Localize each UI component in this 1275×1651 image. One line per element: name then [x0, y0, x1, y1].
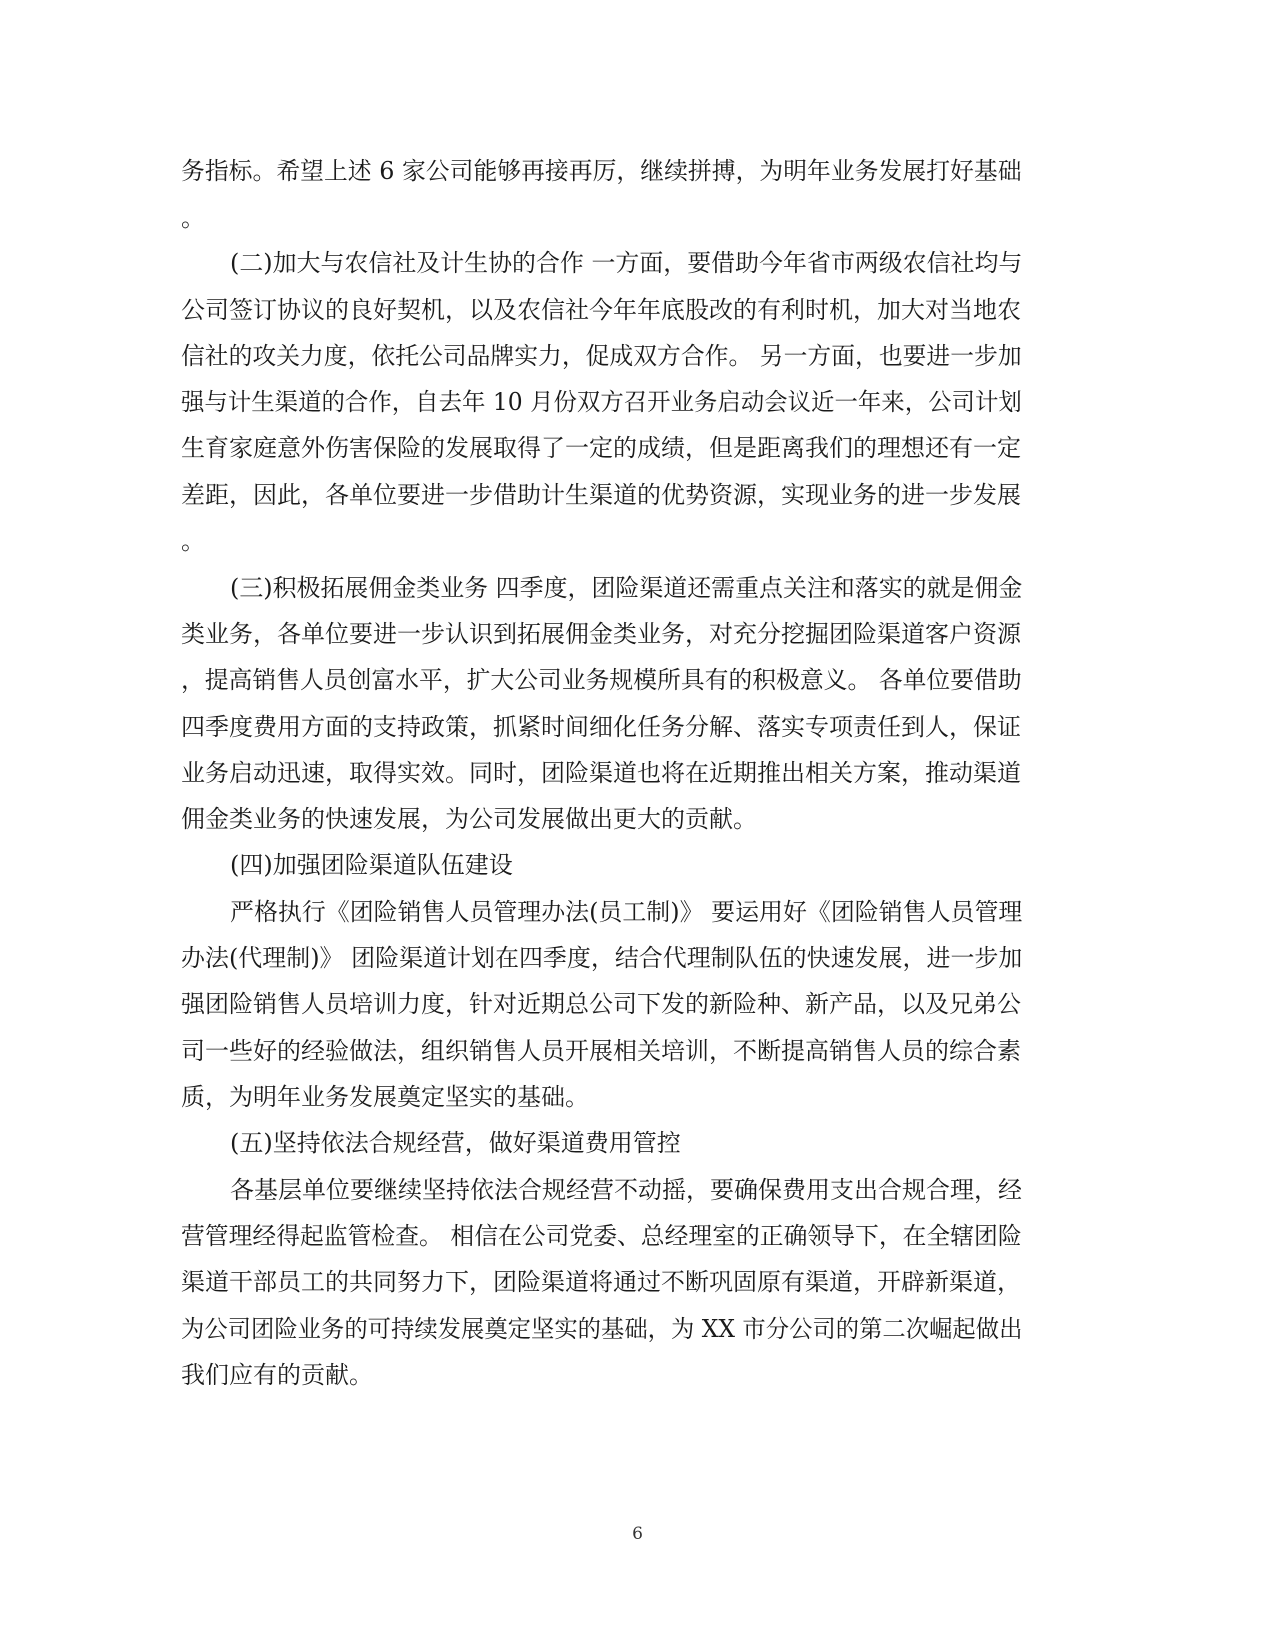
text-line: 办法(代理制)》 团险渠道计划在四季度，结合代理制队伍的快速发展，进一步加 [181, 944, 1023, 972]
text-line: 营管理经得起监管检查。 相信在公司党委、总经理室的正确领导下，在全辖团险 [181, 1222, 1022, 1250]
page-number: 6 [632, 1524, 643, 1544]
text-line: 强团险销售人员培训力度，针对近期总公司下发的新险种、新产品，以及兄弟公 [181, 990, 1021, 1018]
text-line: 信社的攻关力度，依托公司品牌实力，促成双方合作。 另一方面，也要进一步加 [181, 342, 1022, 370]
text-line: 四季度费用方面的支持政策，抓紧时间细化任务分解、落实专项责任到人，保证 [181, 713, 1021, 741]
text-line: ，提高销售人员创富水平，扩大公司业务规模所具有的积极意义。 各单位要借助 [181, 666, 1022, 694]
text-line: 我们应有的贡献。 [181, 1361, 373, 1389]
text-line: 。 [181, 204, 205, 232]
text-line: 严格执行《团险销售人员管理办法(员工制)》 要运用好《团险销售人员管理 [230, 898, 1023, 926]
text-line: 强与计生渠道的合作，自去年 10 月份双方召开业务启动会议近一年来，公司计划 [181, 388, 1022, 416]
text-line: 生育家庭意外伤害保险的发展取得了一定的成绩，但是距离我们的理想还有一定 [181, 434, 1021, 462]
text-line: (二)加大与农信社及计生协的合作 一方面，要借助今年省市两级农信社均与 [230, 249, 1023, 277]
text-line: 为公司团险业务的可持续发展奠定坚实的基础，为 XX 市分公司的第二次崛起做出 [181, 1315, 1023, 1343]
text-line: 业务启动迅速，取得实效。同时，团险渠道也将在近期推出相关方案，推动渠道 [181, 759, 1021, 787]
text-line: 佣金类业务的快速发展，为公司发展做出更大的贡献。 [181, 805, 757, 833]
text-line: 。 [181, 527, 205, 555]
text-line: 类业务，各单位要进一步认识到拓展佣金类业务，对充分挖掘团险渠道客户资源 [181, 620, 1021, 648]
text-line: 差距，因此，各单位要进一步借助计生渠道的优势资源，实现业务的进一步发展 [181, 481, 1021, 509]
section-heading: (五)坚持依法合规经营，做好渠道费用管控 [230, 1129, 681, 1157]
section-heading: (四)加强团险渠道队伍建设 [230, 851, 513, 879]
text-line: 司一些好的经验做法，组织销售人员开展相关培训，不断提高销售人员的综合素 [181, 1037, 1021, 1065]
text-line: 务指标。希望上述 6 家公司能够再接再厉，继续拼搏，为明年业务发展打好基础 [181, 157, 1022, 185]
text-line: 公司签订协议的良好契机，以及农信社今年年底股改的有利时机，加大对当地农 [181, 296, 1021, 324]
text-line: 各基层单位要继续坚持依法合规经营不动摇，要确保费用支出合规合理，经 [230, 1176, 1022, 1204]
text-line: 质，为明年业务发展奠定坚实的基础。 [181, 1083, 589, 1111]
text-line: (三)积极拓展佣金类业务 四季度，团险渠道还需重点关注和落实的就是佣金 [230, 574, 1023, 602]
text-line: 渠道干部员工的共同努力下，团险渠道将通过不断巩固原有渠道，开辟新渠道， [181, 1268, 1021, 1296]
